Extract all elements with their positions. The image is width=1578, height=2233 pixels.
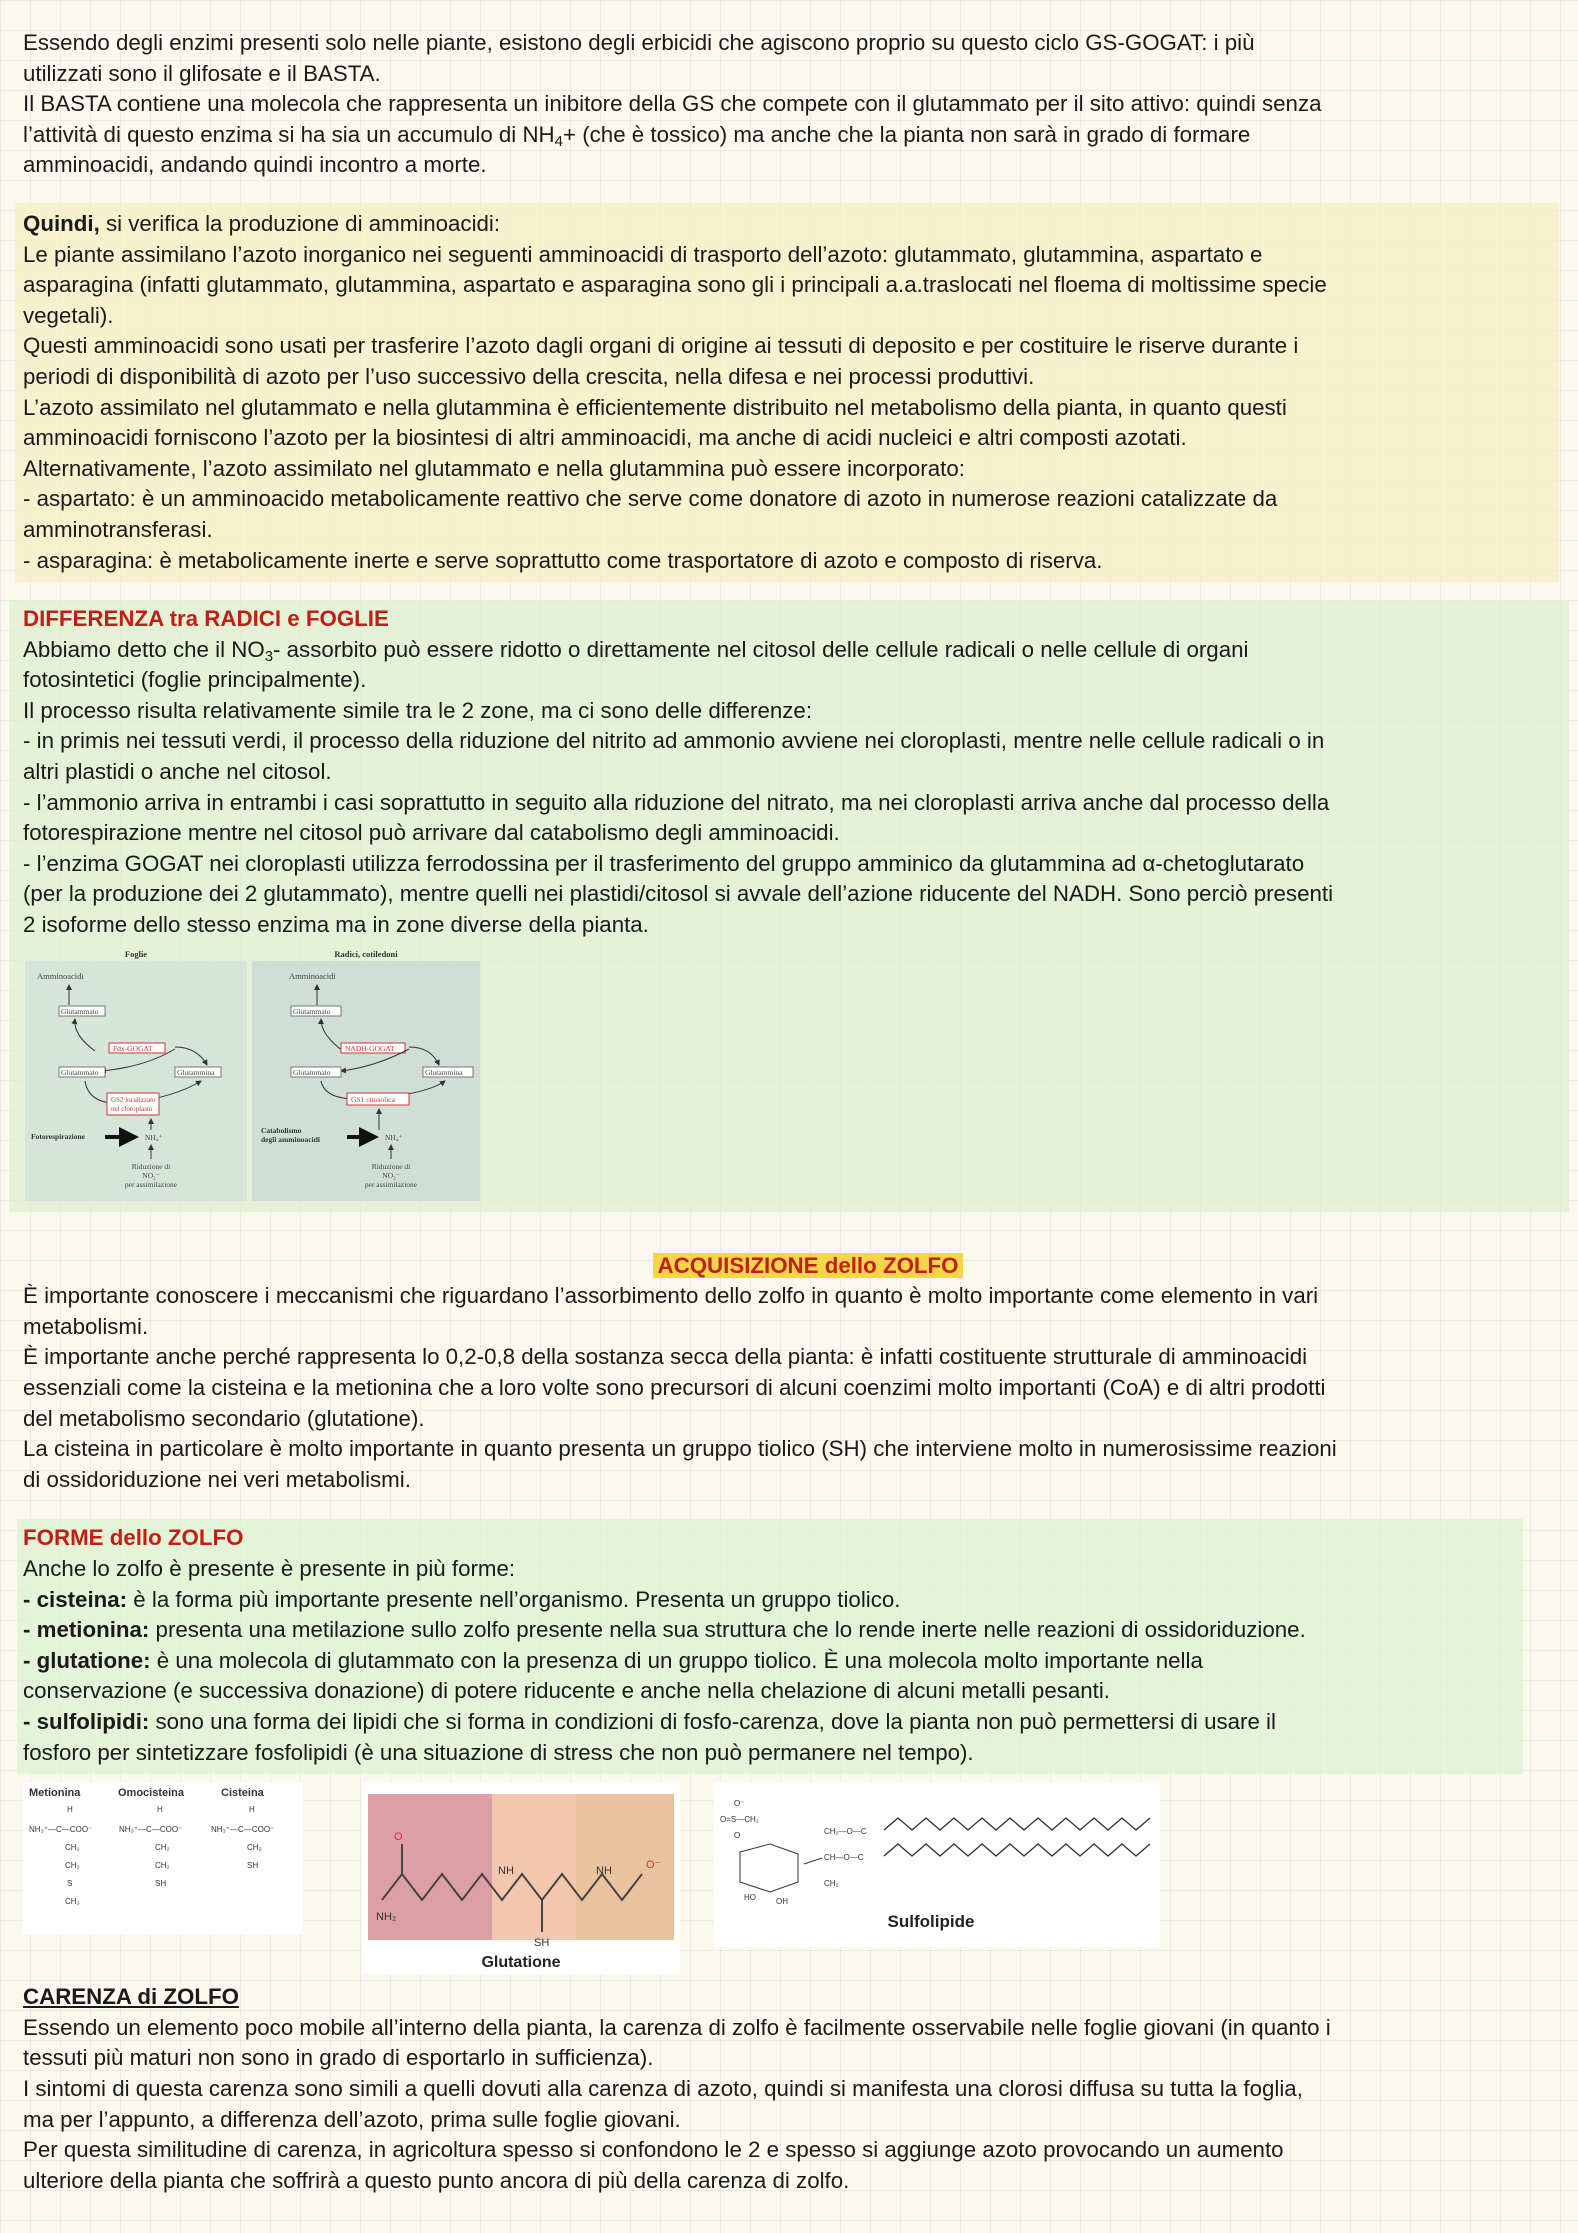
text-line: fotosintetici (foglie principalmente). xyxy=(23,667,367,693)
figure-label: Glutammato xyxy=(61,1006,99,1016)
svg-text:SH: SH xyxy=(534,1937,550,1950)
svg-text:SH: SH xyxy=(155,1879,167,1889)
figure-caption: Sulfolipide xyxy=(887,1912,975,1932)
intro-line: utilizzati sono il glifosate e il BASTA. xyxy=(23,60,381,86)
svg-text:CH₂: CH₂ xyxy=(65,1861,80,1871)
svg-text:NH: NH xyxy=(498,1865,514,1878)
text-line: La cisteina in particolare è molto importante in quanto presenta un gruppo tiolico (SH) che interviene molto in numerosissime reazioni xyxy=(23,1436,1337,1462)
sulfur-compounds-figures xyxy=(23,1782,1553,1974)
text-line: - l’enzima GOGAT nei cloroplasti utilizza ferrodossina per il trasferimento del gruppo amminico da glutammina ad α-chetoglutarato xyxy=(23,850,1305,876)
carenza-section xyxy=(23,1982,1553,2196)
figure-label: NH₄⁺ xyxy=(385,1132,403,1142)
text-line: Le piante assimilano l’azoto inorganico nei seguenti amminoacidi di trasporto dell’azoto: glutammato, glutammina, aspartato e xyxy=(23,241,1263,267)
zolfo-section xyxy=(23,1251,1553,1496)
intro-line: l’attività di questo enzima si ha sia un accumulo di $NH_4+ (che$ è tossico) ma anche che la pianta non sarà in grado di formare xyxy=(23,121,1251,150)
figure-enzyme: Fdx-GOGAT xyxy=(113,1043,153,1053)
figure-label: Riduzione di xyxy=(131,1161,171,1171)
svg-text:OH: OH xyxy=(776,1897,788,1907)
text-line: Essendo un elemento poco mobile all’interno della pianta, la carenza di zolfo è facilmente osservabile nelle foglie giovani (in quanto i xyxy=(23,2014,1331,2040)
text-line: È importante conoscere i meccanismi che riguardano l’assorbimento dello zolfo in quanto è molto importante come elemento in vari xyxy=(23,1283,1319,1309)
svg-text:CH₂—O—C: CH₂—O—C xyxy=(824,1827,867,1837)
text-line: I sintomi di questa carenza sono simili a quelli dovuti alla carenza di azoto, quindi si manifesta una clorosi diffusa su tutta la foglia, xyxy=(23,2075,1303,2101)
svg-text:O: O xyxy=(394,1831,403,1844)
svg-text:SH: SH xyxy=(247,1861,259,1871)
text-line: - l’ammonio arriva in entrambi i casi soprattutto in seguito alla riduzione del nitrato, ma nei cloroplasti arriva anche dal processo della xyxy=(23,789,1330,815)
figure-label: Glutammato xyxy=(61,1067,99,1077)
figure-caption: Glutatione xyxy=(481,1954,561,1972)
figure-label: Glutammina xyxy=(425,1067,463,1077)
section-heading: CARENZA di ZOLFO xyxy=(23,1984,239,2010)
svg-text:CH₂: CH₂ xyxy=(247,1843,262,1853)
svg-text:H: H xyxy=(157,1805,163,1815)
text-line: - in primis nei tessuti verdi, il processo della riduzione del nitrito ad ammonio avviene nei cloroplasti, mentre nelle cellule radicali o in xyxy=(23,728,1325,754)
figure-label: Cisteina xyxy=(221,1787,264,1800)
svg-text:CH₂: CH₂ xyxy=(155,1843,170,1853)
svg-text:O⁻: O⁻ xyxy=(734,1799,745,1809)
figure-panel-title: Radici, cotiledoni xyxy=(334,948,398,959)
figure-enzyme: GS2 localizzato xyxy=(111,1095,156,1104)
text-line: Questi amminoacidi sono usati per trasferire l’azoto dagli organi di origine ai tessuti di deposito e per costituire le riserve durante i xyxy=(23,333,1299,359)
figure-label: Amminoacidi xyxy=(37,970,84,981)
text-line: 2 isoforme dello stesso enzima ma in zone diverse della pianta. xyxy=(23,912,649,938)
svg-text:CH—O—C: CH—O—C xyxy=(824,1853,864,1863)
gogat-diagram xyxy=(25,947,480,1201)
figure-label: Metionina xyxy=(29,1787,81,1800)
svg-text:HO: HO xyxy=(744,1893,756,1903)
svg-text:H: H xyxy=(67,1805,73,1815)
text-line: Per questa similitudine di carenza, in agricoltura spesso si confondono le 2 e spesso si aggiunge azoto provocando un aumento xyxy=(23,2137,1284,2163)
text-line: essenziali come la cisteina e la metionina che a loro volte sono precursori di alcuni coenzimi molto importanti (CoA) e di altri prodotti xyxy=(23,1375,1326,1400)
svg-text:CH₂: CH₂ xyxy=(65,1843,80,1853)
svg-text:S: S xyxy=(67,1879,73,1889)
figure-label: Glutammina xyxy=(177,1067,215,1077)
text-line: altri plastidi o anche nel citosol. xyxy=(23,759,332,785)
list-item: - metionina: presenta una metilazione sullo zolfo presente nella sua struttura che lo rende inerte nelle reazioni di ossidoriduzione. xyxy=(23,1617,1306,1643)
differenza-section xyxy=(23,604,1553,1201)
text-line: fosforo per sintetizzare fosfolipidi (è una situazione di stress che non può permanere nel tempo). xyxy=(23,1739,974,1765)
figure-label: Fotorespirazione xyxy=(31,1131,86,1141)
figure-enzyme: NADH-GOGAT xyxy=(345,1043,395,1053)
text-line: È importante anche perché rappresenta lo 0,2-0,8 della sostanza secca della pianta: è infatti costituente strutturale di amminoacidi xyxy=(23,1344,1308,1370)
text-line: ulteriore della pianta che soffrirà a questo punto ancora di più della carenza di zolfo. xyxy=(23,2167,850,2193)
svg-text:O: O xyxy=(734,1831,741,1841)
svg-text:O⁻: O⁻ xyxy=(646,1859,661,1872)
text-line: L’azoto assimilato nel glutammato e nella glutammina è efficientemente distribuito nel metabolismo della pianta, in quanto questi xyxy=(23,394,1287,420)
text-line: asparagina (infatti glutammato, glutammina, aspartato e asparagina sono gli i principali a.a.traslocati nel floema di moltissime specie xyxy=(23,272,1327,298)
text-line: (per la produzione dei 2 glutammato), mentre quelli nei plastidi/citosol si avvale dell’azione riducente del NADH. Sono perciò presenti xyxy=(23,881,1334,907)
text-line: di ossidoriduzione nei veri metabolismi. xyxy=(23,1466,411,1492)
text-line: conservazione (e successiva donazione) di potere riducente e anche nella chelazione di alcuni metalli pesanti. xyxy=(23,1678,1111,1704)
sulfolipid-figure xyxy=(714,1782,1160,1947)
text-line: tessuti più maturi non sono in grado di esportarlo in sufficienza). xyxy=(23,2045,654,2071)
figure-enzyme: nel cloroplasto xyxy=(111,1104,153,1113)
svg-text:NH: NH xyxy=(596,1865,612,1878)
svg-text:NH₃⁺—C—COO⁻: NH₃⁺—C—COO⁻ xyxy=(29,1825,93,1835)
text-line: - asparagina: è metabolicamente inerte e serve soprattutto come trasportatore di azoto e composto di riserva. xyxy=(23,547,1103,573)
produzione-section xyxy=(23,209,1553,576)
figure-label: NO₂⁻ xyxy=(382,1170,400,1180)
svg-text:NH₂: NH₂ xyxy=(376,1911,397,1924)
text-line: Alternativamente, l’azoto assimilato nel glutammato e nella glutammina può essere incorporato: xyxy=(23,455,965,481)
figure-label: Omocisteina xyxy=(118,1787,185,1800)
svg-text:NH₃⁺—C—COO⁻: NH₃⁺—C—COO⁻ xyxy=(211,1825,275,1835)
text-line: del metabolismo secondario (glutatione). xyxy=(23,1405,425,1431)
text-line: amminotransferasi. xyxy=(23,516,213,542)
text-line: vegetali). xyxy=(23,302,114,328)
figure-label: per assimilazione xyxy=(124,1179,178,1189)
produzione-lead: Quindi, si verifica la produzione di amminoacidi: xyxy=(23,210,501,236)
text-line: periodi di disponibilità di azoto per l’uso successivo della crescita, nella difesa e nei processi produttivi. xyxy=(23,363,1035,389)
text-line: fotorespirazione mentre nel citosol può arrivare dal catabolismo degli amminoacidi. xyxy=(23,820,840,846)
sulfur-amino-acids-figure xyxy=(23,1782,303,1934)
intro-section xyxy=(23,28,1553,181)
figure-label: Glutammato xyxy=(293,1067,331,1077)
forme-section xyxy=(23,1523,1553,1768)
svg-text:CH₃: CH₃ xyxy=(65,1897,80,1907)
text-line: Anche lo zolfo è presente è presente in più forme: xyxy=(23,1555,516,1581)
section-heading: FORME dello ZOLFO xyxy=(23,1525,244,1551)
section-heading: ACQUISIZIONE dello ZOLFO xyxy=(23,1251,1553,1282)
text-line: metabolismi. xyxy=(23,1313,149,1339)
intro-line: Essendo degli enzimi presenti solo nelle piante, esistono degli erbicidi che agiscono proprio su questo ciclo GS-GOGAT: i più xyxy=(23,30,1255,55)
figure-label: Catabolismo xyxy=(261,1125,302,1135)
text-line: Il processo risulta relativamente simile tra le 2 zone, ma ci sono delle differenze: xyxy=(23,697,813,723)
figure-enzyme: GS1 citosolica xyxy=(351,1094,395,1104)
figure-label: NO₂⁻ xyxy=(142,1170,160,1180)
text-line: Abbiamo detto che il $NO_3-$ assorbito può essere ridotto o direttamente nel citosol delle cellule radicali o nelle cellule di organi xyxy=(23,636,1249,665)
document-page xyxy=(23,28,1553,2196)
svg-text:CH₂: CH₂ xyxy=(824,1879,839,1889)
figure-label: Riduzione di xyxy=(371,1161,411,1171)
svg-text:NH₃⁺—C—COO⁻: NH₃⁺—C—COO⁻ xyxy=(119,1825,183,1835)
figure-label: per assimilazione xyxy=(364,1179,418,1189)
figure-label: degli amminoacidi xyxy=(261,1134,320,1144)
text-line: ma per l’appunto, a differenza dell’azoto, prima sulle foglie giovani. xyxy=(23,2106,681,2132)
list-item: - sulfolipidi: sono una forma dei lipidi che si forma in condizioni di fosfo-carenza, dove la pianta non può permettersi di usare il xyxy=(23,1708,1276,1734)
svg-text:O=S—CH₂: O=S—CH₂ xyxy=(720,1815,759,1825)
text-line: amminoacidi forniscono l’azoto per la biosintesi di altri amminoacidi, ma anche di acidi nucleici e altri composti azotati. xyxy=(23,425,1187,451)
figure-label: Glutammato xyxy=(293,1006,331,1016)
intro-line: amminoacidi, andando quindi incontro a morte. xyxy=(23,152,487,178)
text-line: - aspartato: è un amminoacido metabolicamente reattivo che serve come donatore di azoto in numerose reazioni catalizzate da xyxy=(23,486,1278,512)
svg-text:CH₂: CH₂ xyxy=(155,1861,170,1871)
figure-panel-title: Foglie xyxy=(124,948,148,959)
list-item: - cisteina: è la forma più importante presente nell’organismo. Presenta un gruppo tiolico. xyxy=(23,1586,901,1612)
list-item: - glutatione: è una molecola di glutammato con la presenza di un gruppo tiolico. È una molecola molto importante nella xyxy=(23,1647,1203,1673)
svg-text:H: H xyxy=(249,1805,255,1815)
figure-label: Amminoacidi xyxy=(289,970,336,981)
section-heading: DIFFERENZA tra RADICI e FOGLIE xyxy=(23,606,389,632)
figure-label: NH₄⁺ xyxy=(145,1132,163,1142)
intro-line: Il BASTA contiene una molecola che rappresenta un inibitore della GS che compete con il glutammato per il sito attivo: quindi senza xyxy=(23,91,1322,117)
glutathione-figure xyxy=(362,1782,680,1974)
